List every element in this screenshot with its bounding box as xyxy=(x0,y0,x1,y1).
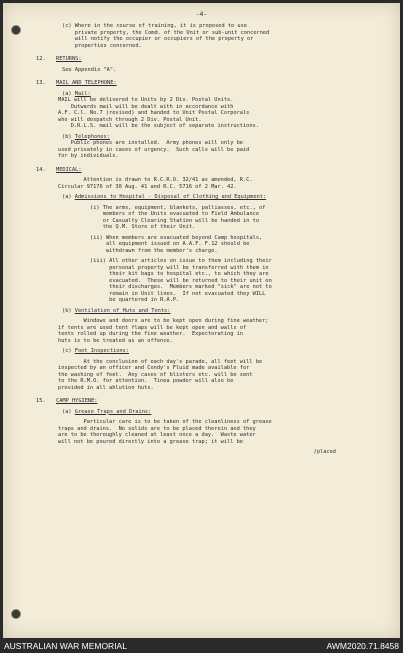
paragraph xyxy=(36,419,388,445)
text-line: remain in Unit lines. If not evacuated they WILL xyxy=(109,290,266,297)
paragraph-label: (a) xyxy=(62,408,75,415)
footer-accession-number: AWM2020.71.8458 xyxy=(326,640,399,651)
text-line: their kit bags to hospital etc., to which they are xyxy=(109,271,269,277)
text-line: are to be thoroughly cleaned at least once a day. Waste water xyxy=(58,432,256,438)
numbered-paragraph xyxy=(36,308,388,315)
text-line: Outwards mail will be dealt with in accordance with xyxy=(58,103,234,110)
text-line: The arms, equipment, blankets, palliasses, etc., of xyxy=(102,204,266,211)
text-line: the washing of feet. Any cases of blisters etc. will be sent xyxy=(58,371,253,378)
text-line: will notify the occupier or occupiers of the property or xyxy=(74,36,254,42)
paragraph xyxy=(36,140,388,160)
text-line: Mail: xyxy=(74,90,91,97)
text-line: provided in all ablution huts. xyxy=(58,384,154,391)
section-number: 15. xyxy=(36,398,46,404)
text-line: Foot Inspections: xyxy=(74,348,129,354)
numbered-paragraph xyxy=(36,205,388,231)
section-number: 14. xyxy=(36,166,46,173)
text-line: tents rolled up during the fine weather. Expectorating in xyxy=(58,331,243,337)
paragraph-label: (a) xyxy=(62,194,75,200)
text-line: Admissions to Hospital - Disposal of Clothing and Equipment: xyxy=(74,194,267,200)
text-line: Public phones are installed. Army phones will only be xyxy=(58,140,243,146)
text-line: used privately in cases of urgency. Such calls will be paid xyxy=(58,146,250,153)
text-line: if tents are used tent flaps will be kept open and walls of xyxy=(58,324,247,331)
numbered-paragraph xyxy=(36,235,388,255)
paragraph-label: (c) xyxy=(62,348,75,354)
text-line: Ventilation of Huts and Tents: xyxy=(74,307,171,314)
text-line: inspected by an officer and Condy's Fluid made available for xyxy=(58,365,250,371)
paragraph xyxy=(36,318,388,344)
text-line: members of the Units evacuated to Field Ambulance xyxy=(102,211,260,217)
paragraph-label: (a) xyxy=(62,90,75,97)
text-line: All other articles on issue to them including their xyxy=(109,258,272,264)
numbered-paragraph xyxy=(36,409,388,416)
paragraph-label: (c) xyxy=(62,23,75,29)
numbered-paragraph xyxy=(36,258,388,304)
numbered-paragraph xyxy=(36,23,388,49)
text-line: the Q.M. Store of their Unit. xyxy=(102,224,196,230)
text-line: private property, the Comd. of the Unit or sub-unit concerned xyxy=(74,29,270,36)
text-line: Telephones: xyxy=(74,133,110,140)
text-line: evacuated. These will be returned to their unit on xyxy=(109,277,272,284)
text-line: See Appendix "A". xyxy=(62,66,117,73)
text-line: /placed xyxy=(313,449,336,455)
spacer xyxy=(36,49,388,56)
punch-hole xyxy=(11,25,21,35)
text-line: personal property will be transferred with them in xyxy=(109,264,269,271)
text-line: for by individuals. xyxy=(58,153,119,159)
text-line: At the conclusion of each day's parade, all feet will be xyxy=(58,358,263,365)
text-line: their discharges. Members marked "sick" are not to xyxy=(109,284,272,290)
text-line: A.F. C.l. No.7 (revised) and handed to Unit Postal Corporals xyxy=(58,110,250,116)
paragraph-label: (ii) xyxy=(90,234,106,241)
section-title: MAIL AND TELEPHONE: xyxy=(56,80,117,86)
paragraph xyxy=(36,177,388,190)
footer-institution: AUSTRALIAN WAR MEMORIAL xyxy=(4,640,127,651)
section-title: RETURNS: xyxy=(56,56,82,62)
document-page xyxy=(3,3,400,638)
page-number: -4- xyxy=(195,10,208,18)
section-title: MEDICAL: xyxy=(56,166,82,173)
text-line: Grease Traps and Drains: xyxy=(74,408,152,415)
spacer xyxy=(36,73,388,80)
text-line: Circular 97176 of 30 Aug. 41 and R.C. 5716 of 2 Mar. 42. xyxy=(58,183,237,190)
text-line: be quartered in R.A.P. xyxy=(109,297,180,303)
numbered-paragraph xyxy=(36,348,388,355)
text-line: huts is to be treated as an offence. xyxy=(58,337,173,344)
section-number: 13. xyxy=(36,80,46,86)
section-title: CAMP HYGIENE: xyxy=(56,398,98,404)
paragraph xyxy=(36,359,388,392)
document-body xyxy=(36,23,388,456)
text-line: properties concerned. xyxy=(74,42,142,49)
text-line: When members are evacuated beyond Camp hospitals, xyxy=(105,234,263,241)
text-line: all equipment issued on A.A.F. F.12 should be xyxy=(105,241,250,247)
spacer xyxy=(36,160,388,167)
paragraph-label: (b) xyxy=(62,133,75,140)
text-line: D.R.L.S. mail will be the subject of separate instructions. xyxy=(58,123,259,129)
text-line: who will despatch through 2 Div. Postal Unit. xyxy=(58,116,202,123)
punch-hole xyxy=(11,609,21,619)
text-line: withdrawn from the member's charge. xyxy=(105,247,218,254)
section-number: 12. xyxy=(36,56,46,62)
numbered-paragraph xyxy=(36,194,388,201)
catchword xyxy=(36,449,388,456)
paragraph-label: (b) xyxy=(62,307,75,314)
text-line: MAIL will be delivered to Units by 2 Div. Postal Units. xyxy=(58,97,234,103)
text-line: Attention is drawn to R.C.R.O. 32/41 as amended, R.C. xyxy=(58,177,253,183)
text-line: Windows and doors are to be kept open during fine weather; xyxy=(58,318,269,324)
paragraph-label: (iii) xyxy=(90,258,110,264)
text-line: Where in the course of training, it is proposed to use xyxy=(74,23,247,29)
text-line: will not be poured directly into a grease trap; it will be xyxy=(58,438,243,445)
spacer xyxy=(36,391,388,398)
paragraph-label: (i) xyxy=(90,204,103,211)
text-line: or Casualty Clearing Station will be handed in to xyxy=(102,217,260,224)
archive-footer xyxy=(0,638,403,653)
text-line: Particular care is to be taken of the cleanliness of grease xyxy=(58,419,272,425)
text-line: traps and drains. No solids are to be placed therein and they xyxy=(58,425,256,432)
text-line: to the R.M.O. for attention. Tinea powder will also be xyxy=(58,378,234,384)
paragraph xyxy=(36,97,388,130)
